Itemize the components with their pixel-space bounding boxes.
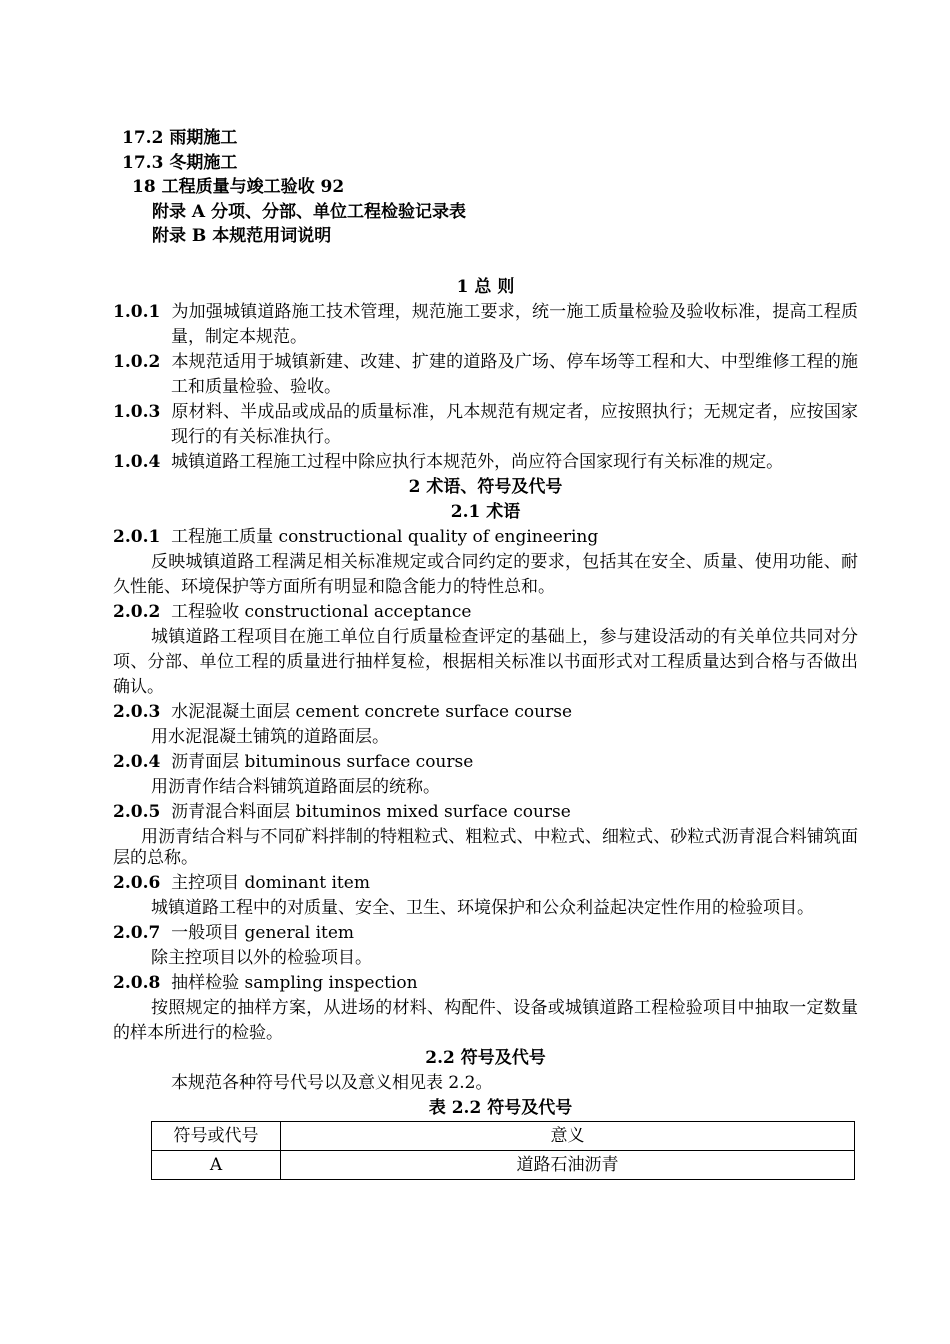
term-heading xyxy=(113,971,858,996)
term-heading xyxy=(113,800,858,825)
term-number: 2.0.1 xyxy=(113,527,161,547)
term-heading xyxy=(113,871,858,896)
clause xyxy=(113,450,858,475)
chapter-title: 2 术语、符号及代号 xyxy=(408,477,563,497)
table-cell: A xyxy=(152,1151,281,1180)
section-note: 本规范各种符号代号以及意义相见表 2.2。 xyxy=(171,1073,493,1093)
toc-item[interactable]: 18 工程质量与竣工验收 92 xyxy=(132,177,345,197)
section-title: 2.2 符号及代号 xyxy=(425,1048,546,1068)
table-of-contents xyxy=(122,126,466,249)
clause-number: 1.0.4 xyxy=(113,452,161,472)
term-number: 2.0.5 xyxy=(113,802,161,822)
clause-text: 为加强城镇道路施工技术管理，规范施工要求，统一施工质量检验及验收标准，提高工程质量，制定本规范。 xyxy=(171,302,859,347)
table-header-cell: 意义 xyxy=(281,1122,855,1151)
term-heading xyxy=(113,600,858,625)
table-row xyxy=(152,1151,855,1180)
term-number: 2.0.7 xyxy=(113,923,161,943)
term-heading xyxy=(113,921,858,946)
term-name: 抽样检验 sampling inspection xyxy=(171,973,418,993)
chapter-title: 1 总 则 xyxy=(456,277,515,297)
term-name: 一般项目 general item xyxy=(171,923,355,943)
term-heading xyxy=(113,700,858,725)
term-number: 2.0.4 xyxy=(113,752,161,772)
term-name: 主控项目 dominant item xyxy=(171,873,370,893)
term-definition: 用沥青结合料与不同矿料拌制的特粗粒式、粗粒式、中粒式、细粒式、砂粒式沥青混合料铺筑面层的总称。 xyxy=(113,827,858,868)
term-definition: 城镇道路工程项目在施工单位自行质量检查评定的基础上，参与建设活动的有关单位共同对分项、分部、单位工程的质量进行抽样复检，根据相关标准以书面形式对工程质量达到合格与否做出确认。 xyxy=(113,627,858,697)
toc-item[interactable]: 附录 A 分项、分部、单位工程检验记录表 xyxy=(152,201,467,222)
toc-item[interactable]: 17.2 雨期施工 xyxy=(122,128,238,148)
clause-text: 城镇道路工程施工过程中除应执行本规范外，尚应符合国家现行有关标准的规定。 xyxy=(171,452,784,472)
term-name: 工程验收 constructional acceptance xyxy=(171,602,472,622)
clause xyxy=(113,400,858,450)
clause-number: 1.0.3 xyxy=(113,402,161,422)
toc-item[interactable]: 17.3 冬期施工 xyxy=(122,152,238,173)
term-name: 水泥混凝土面层 cement concrete surface course xyxy=(171,702,573,722)
document-body xyxy=(113,275,858,1180)
term-name: 工程施工质量 constructional quality of engineering xyxy=(171,527,599,547)
term-number: 2.0.6 xyxy=(113,873,161,893)
term-definition: 城镇道路工程中的对质量、安全、卫生、环境保护和公众利益起决定性作用的检验项目。 xyxy=(151,898,814,918)
term-number: 2.0.3 xyxy=(113,702,161,722)
toc-item[interactable]: 附录 B 本规范用词说明 xyxy=(152,226,332,246)
table-header-row xyxy=(152,1122,855,1151)
term-number: 2.0.2 xyxy=(113,602,161,622)
symbols-table xyxy=(151,1121,855,1180)
term-name: 沥青面层 bituminous surface course xyxy=(171,752,474,772)
term-definition: 按照规定的抽样方案，从进场的材料、构配件、设备或城镇道路工程检验项目中抽取一定数量的样本所进行的检验。 xyxy=(113,998,858,1043)
term-definition: 用水泥混凝土铺筑的道路面层。 xyxy=(151,727,389,747)
table-caption: 表 2.2 符号及代号 xyxy=(428,1098,573,1118)
term-heading xyxy=(113,525,858,550)
term-number: 2.0.8 xyxy=(113,973,161,993)
term-definition: 反映城镇道路工程满足相关标准规定或合同约定的要求，包括其在安全、质量、使用功能、耐久性能、环境保护等方面所有明显和隐含能力的特性总和。 xyxy=(113,552,858,597)
clause xyxy=(113,350,858,400)
table-cell: 道路石油沥青 xyxy=(281,1151,855,1180)
clause-text: 原材料、半成品或成品的质量标准，凡本规范有规定者，应按照执行；无规定者，应按国家现行的有关标准执行。 xyxy=(171,402,859,447)
term-heading xyxy=(113,750,858,775)
clause-number: 1.0.2 xyxy=(113,352,161,372)
term-definition: 用沥青作结合料铺筑道路面层的统称。 xyxy=(151,777,440,797)
clause xyxy=(113,300,858,350)
clause-text: 本规范适用于城镇新建、改建、扩建的道路及广场、停车场等工程和大、中型维修工程的施工和质量检验、验收。 xyxy=(171,352,859,397)
term-name: 沥青混合料面层 bituminos mixed surface course xyxy=(171,802,571,822)
clause-number: 1.0.1 xyxy=(113,302,161,322)
term-definition: 除主控项目以外的检验项目。 xyxy=(151,948,372,968)
table-header-cell: 符号或代号 xyxy=(152,1122,281,1151)
section-title: 2.1 术语 xyxy=(450,502,521,522)
